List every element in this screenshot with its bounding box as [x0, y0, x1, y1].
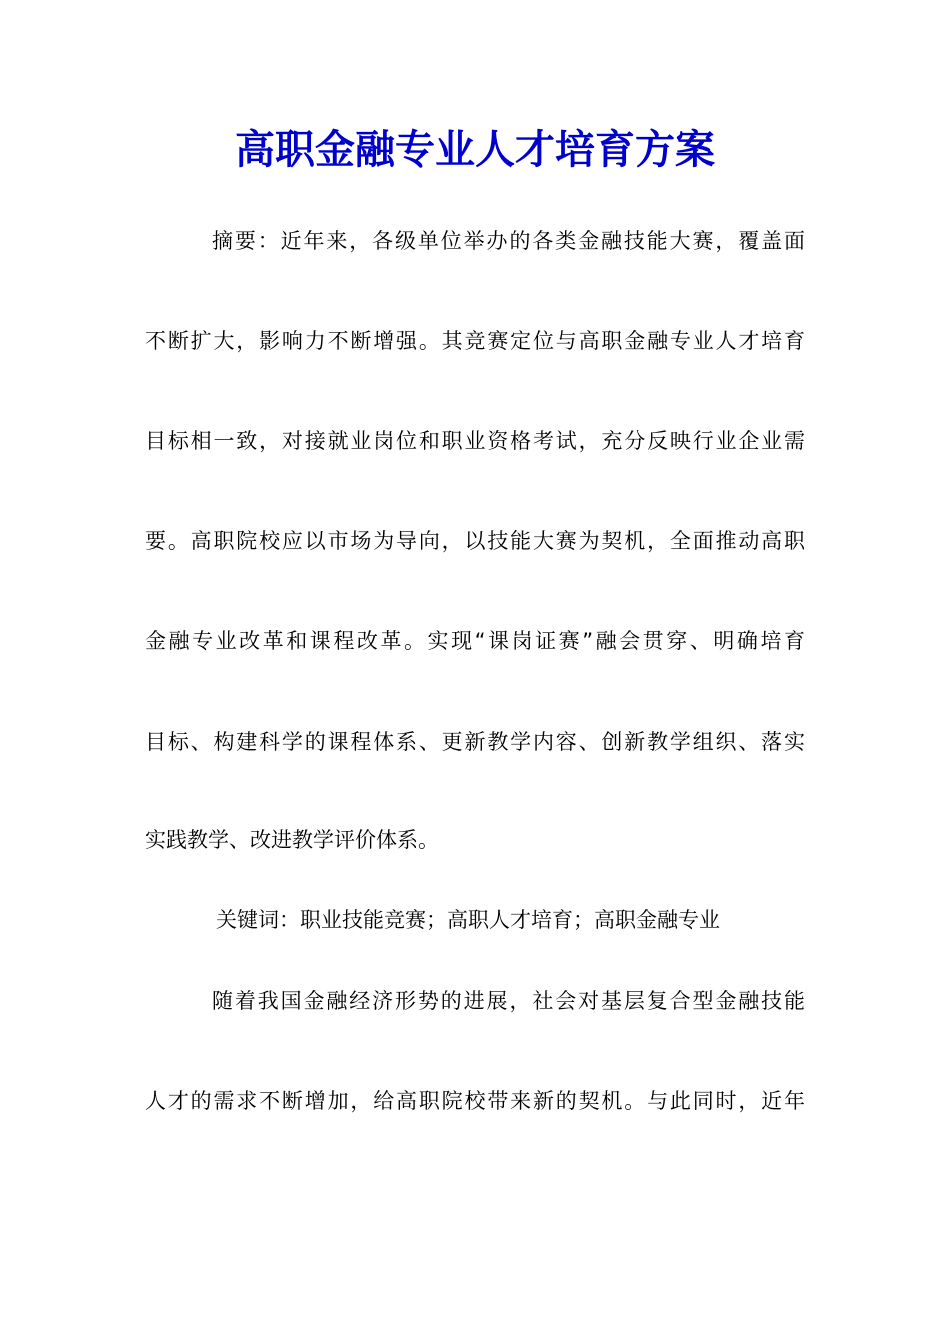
body-paragraph-line: 人才的需求不断增加，给高职院校带来新的契机。与此同时，近年 [145, 1089, 805, 1113]
abstract-line: 金融专业改革和课程改革。实现“课岗证赛”融会贯穿、明确培育 [145, 629, 805, 653]
abstract-line: 摘要：近年来，各级单位举办的各类金融技能大赛，覆盖面 [212, 229, 805, 253]
abstract-line: 不断扩大，影响力不断增强。其竞赛定位与高职金融专业人才培育 [145, 329, 805, 353]
abstract-line: 目标、构建科学的课程体系、更新教学内容、创新教学组织、落实 [145, 730, 805, 754]
body-paragraph-line: 随着我国金融经济形势的进展，社会对基层复合型金融技能 [212, 989, 805, 1013]
document-title: 高职金融专业人才培育方案 [235, 126, 715, 173]
abstract-line: 目标相一致，对接就业岗位和职业资格考试，充分反映行业企业需 [145, 429, 805, 453]
abstract-line: 要。高职院校应以市场为导向，以技能大赛为契机，全面推动高职 [145, 529, 805, 553]
keywords-line: 关键词：职业技能竞赛；高职人才培育；高职金融专业 [216, 908, 720, 932]
abstract-line: 实践教学、改进教学评价体系。 [145, 828, 439, 852]
